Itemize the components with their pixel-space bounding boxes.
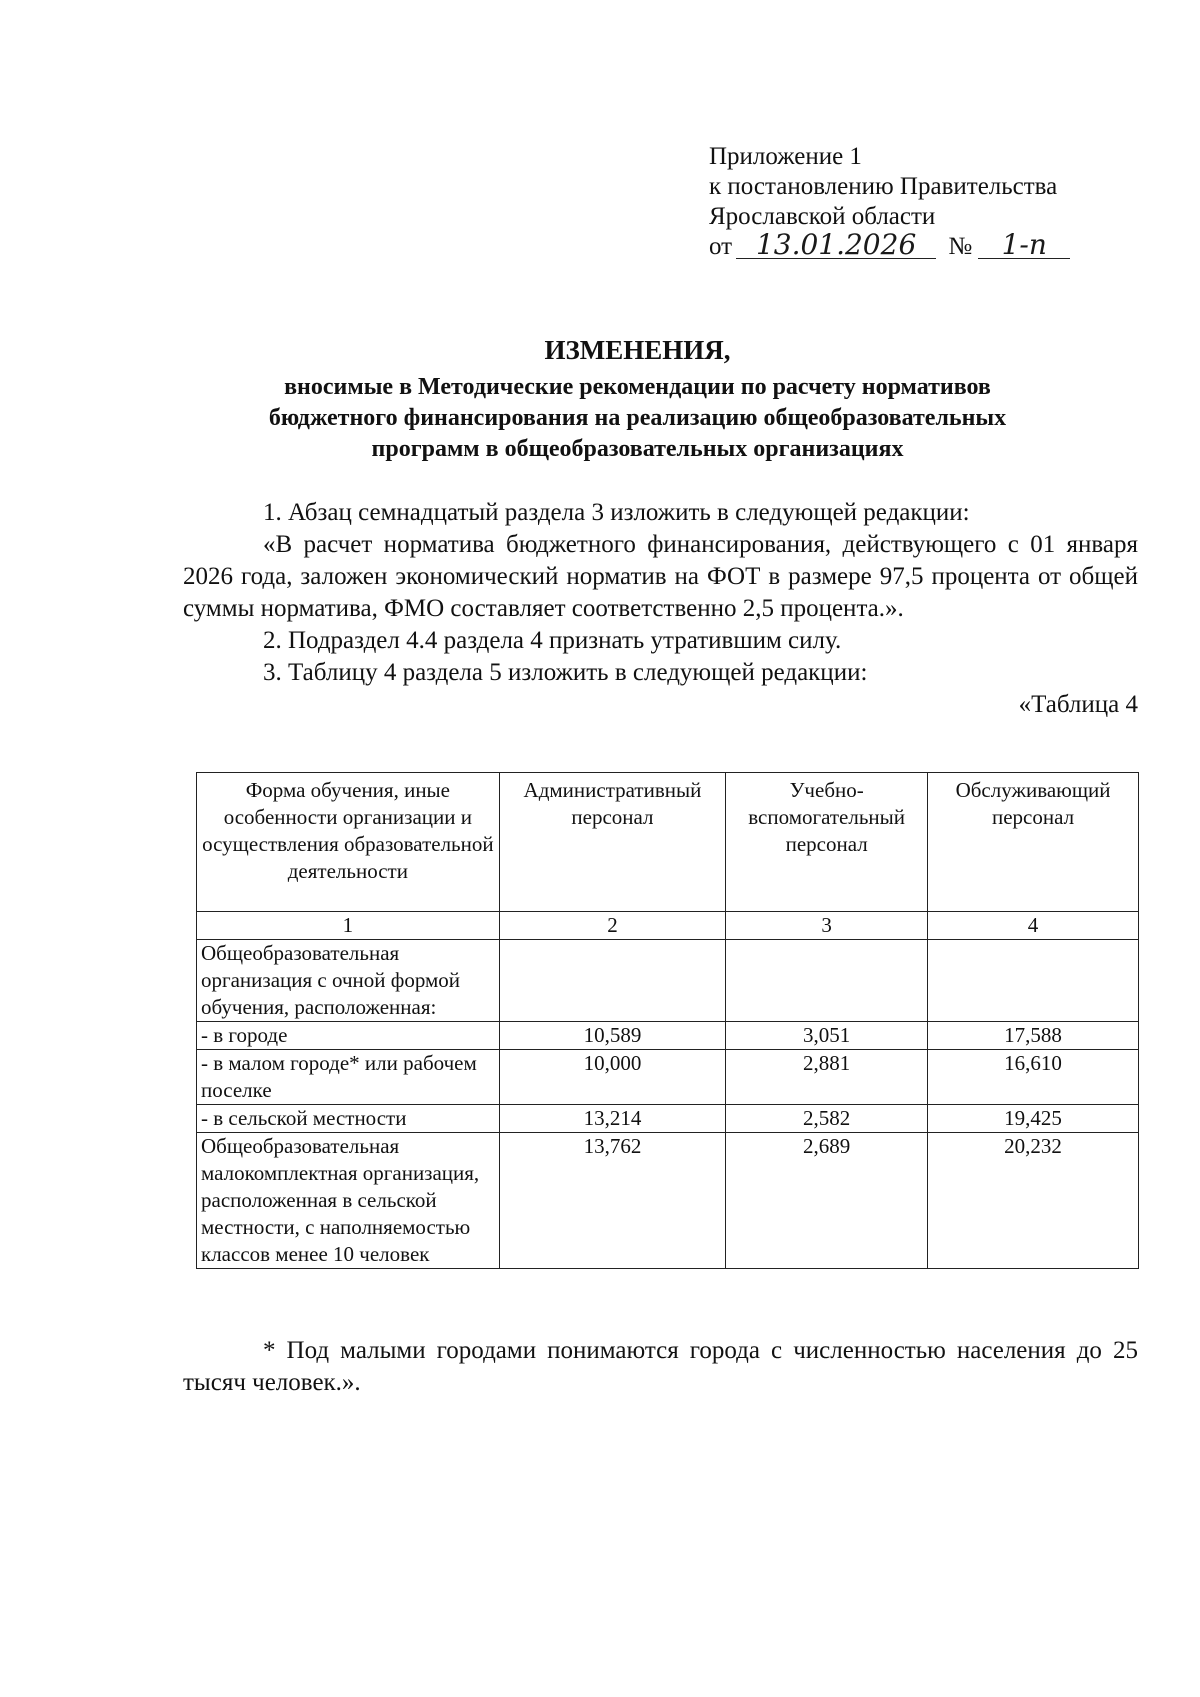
- table-cell: 2,582: [726, 1105, 928, 1133]
- numbering-cell: 1: [197, 912, 500, 940]
- norms-table: [196, 772, 1139, 1269]
- quote-paragraph: «В расчет норматива бюджетного финансирования, действующего с 01 января 2026 года, заложен экономический норматив на ФОТ в размере 97,5 процента от общей суммы норматива, ФМО составляет соответственно 2,5 процента.».: [183, 531, 1138, 622]
- table-cell: [928, 940, 1139, 1022]
- table-cell: - в сельской местности: [197, 1105, 500, 1133]
- table-cell: 10,589: [499, 1022, 726, 1050]
- appendix-line-3: Ярославской области: [709, 203, 936, 230]
- table-row: [197, 1022, 1139, 1050]
- table-cell: 13,762: [499, 1133, 726, 1269]
- title-line-2: бюджетного финансирования на реализацию общеобразовательных: [268, 405, 1007, 431]
- item-1: 1. Абзац семнадцатый раздела 3 изложить в следующей редакции:: [263, 499, 970, 526]
- table-caption: «Таблица 4: [1018, 691, 1138, 718]
- document-title: [170, 332, 1105, 465]
- header-cell: Обслуживающий персонал: [928, 773, 1139, 912]
- table-cell: 17,588: [928, 1022, 1139, 1050]
- table-cell: 13,214: [499, 1105, 726, 1133]
- appendix-date-line: [709, 228, 1070, 262]
- numbering-cell: 3: [726, 912, 928, 940]
- footnote: * Под малыми городами понимаются города с численностью населения до 25 тысяч человек.».: [183, 1337, 1138, 1396]
- table-cell: 10,000: [499, 1050, 726, 1105]
- title-main: ИЗМЕНЕНИЯ,: [544, 335, 731, 365]
- table-cell: [726, 940, 928, 1022]
- table-numbering-row: [197, 912, 1139, 940]
- table-cell: - в малом городе* или рабочем поселке: [197, 1050, 500, 1105]
- appendix-line-2: к постановлению Правительства: [709, 173, 1058, 200]
- header-cell: Форма обучения, иные особенности организации и осуществления образовательной деятельности: [197, 773, 500, 912]
- table-header-row: [197, 773, 1139, 912]
- document-body: [183, 497, 1138, 721]
- header-cell: Административный персонал: [499, 773, 726, 912]
- table-cell: - в городе: [197, 1022, 500, 1050]
- appendix-line-1: Приложение 1: [709, 143, 862, 170]
- number-prefix: №: [948, 233, 973, 260]
- table-cell: Общеобразовательная малокомплектная организация, расположенная в сельской местности, с наполняемостью классов менее 10 человек: [197, 1133, 500, 1269]
- handwritten-date: 13.01.2026: [736, 232, 936, 259]
- title-line-1: вносимые в Методические рекомендации по расчету нормативов: [284, 374, 991, 400]
- table-cell: 16,610: [928, 1050, 1139, 1105]
- title-line-3: программ в общеобразовательных организациях: [371, 436, 904, 462]
- appendix-header: [709, 142, 1070, 262]
- item-3: 3. Таблицу 4 раздела 5 изложить в следующей редакции:: [263, 659, 868, 686]
- table-row: [197, 1050, 1139, 1105]
- date-prefix: от: [709, 233, 733, 260]
- table-cell: 19,425: [928, 1105, 1139, 1133]
- table-cell: [499, 940, 726, 1022]
- table-row: [197, 1105, 1139, 1133]
- handwritten-number: 1-п: [978, 232, 1070, 259]
- numbering-cell: 2: [499, 912, 726, 940]
- numbering-cell: 4: [928, 912, 1139, 940]
- header-cell: Учебно-вспомогательный персонал: [726, 773, 928, 912]
- table-row: [197, 1133, 1139, 1269]
- table-cell: 20,232: [928, 1133, 1139, 1269]
- table-cell: 2,881: [726, 1050, 928, 1105]
- item-2: 2. Подраздел 4.4 раздела 4 признать утратившим силу.: [263, 627, 842, 654]
- table-cell: 3,051: [726, 1022, 928, 1050]
- table-cell: 2,689: [726, 1133, 928, 1269]
- table-row: [197, 940, 1139, 1022]
- table-cell: Общеобразовательная организация с очной формой обучения, расположенная:: [197, 940, 500, 1022]
